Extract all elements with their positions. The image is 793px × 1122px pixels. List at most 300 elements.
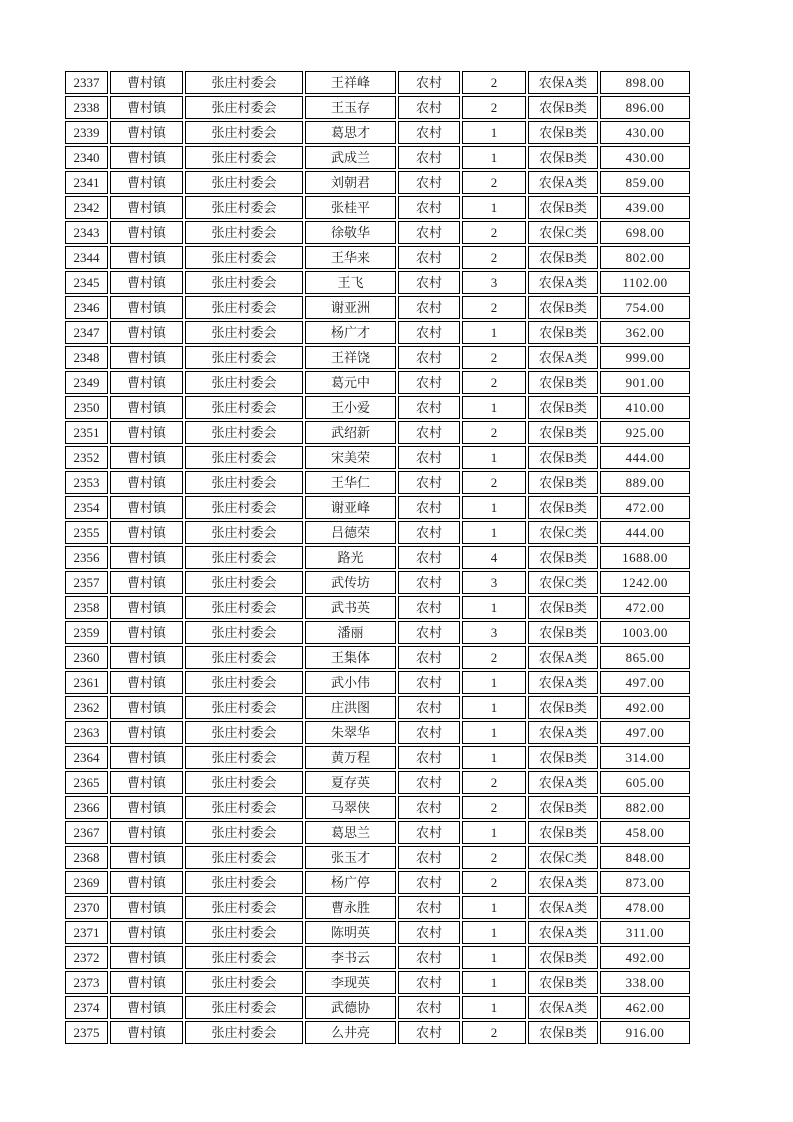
cell-sequence-number: 2361 bbox=[65, 671, 108, 694]
cell-insurance-category: 农保B类 bbox=[528, 696, 598, 719]
cell-sequence-number: 2355 bbox=[65, 521, 108, 544]
cell-village-committee: 张庄村委会 bbox=[185, 271, 303, 294]
cell-amount: 1102.00 bbox=[600, 271, 690, 294]
cell-town: 曹村镇 bbox=[110, 796, 183, 819]
cell-person-count: 1 bbox=[462, 671, 526, 694]
cell-town: 曹村镇 bbox=[110, 896, 183, 919]
cell-village-committee: 张庄村委会 bbox=[185, 1021, 303, 1044]
table-row bbox=[65, 571, 690, 594]
cell-town: 曹村镇 bbox=[110, 121, 183, 144]
cell-sequence-number: 2358 bbox=[65, 596, 108, 619]
cell-insurance-category: 农保C类 bbox=[528, 521, 598, 544]
cell-town: 曹村镇 bbox=[110, 721, 183, 744]
cell-person-count: 1 bbox=[462, 521, 526, 544]
cell-person-name: 葛思才 bbox=[305, 121, 396, 144]
cell-person-name: 王华仁 bbox=[305, 471, 396, 494]
cell-person-count: 2 bbox=[462, 646, 526, 669]
cell-village-committee: 张庄村委会 bbox=[185, 121, 303, 144]
cell-sequence-number: 2359 bbox=[65, 621, 108, 644]
cell-insurance-category: 农保A类 bbox=[528, 71, 598, 94]
table-row bbox=[65, 871, 690, 894]
cell-town: 曹村镇 bbox=[110, 921, 183, 944]
cell-town: 曹村镇 bbox=[110, 646, 183, 669]
cell-village-committee: 张庄村委会 bbox=[185, 571, 303, 594]
cell-amount: 898.00 bbox=[600, 71, 690, 94]
cell-insurance-category: 农保A类 bbox=[528, 871, 598, 894]
cell-town: 曹村镇 bbox=[110, 621, 183, 644]
cell-residence-type: 农村 bbox=[398, 96, 460, 119]
cell-sequence-number: 2352 bbox=[65, 446, 108, 469]
table-row bbox=[65, 196, 690, 219]
cell-amount: 1242.00 bbox=[600, 571, 690, 594]
cell-residence-type: 农村 bbox=[398, 746, 460, 769]
cell-person-name: 宋美荣 bbox=[305, 446, 396, 469]
cell-insurance-category: 农保B类 bbox=[528, 371, 598, 394]
cell-person-count: 1 bbox=[462, 396, 526, 419]
cell-person-count: 1 bbox=[462, 596, 526, 619]
table-row bbox=[65, 146, 690, 169]
cell-amount: 430.00 bbox=[600, 146, 690, 169]
cell-amount: 439.00 bbox=[600, 196, 690, 219]
cell-insurance-category: 农保A类 bbox=[528, 771, 598, 794]
cell-person-count: 2 bbox=[462, 771, 526, 794]
cell-person-count: 2 bbox=[462, 871, 526, 894]
cell-person-name: 王玉存 bbox=[305, 96, 396, 119]
cell-person-name: 潘丽 bbox=[305, 621, 396, 644]
cell-town: 曹村镇 bbox=[110, 946, 183, 969]
cell-town: 曹村镇 bbox=[110, 246, 183, 269]
cell-person-name: 武传坊 bbox=[305, 571, 396, 594]
table-row bbox=[65, 1021, 690, 1044]
table-row bbox=[65, 96, 690, 119]
cell-person-count: 4 bbox=[462, 546, 526, 569]
cell-sequence-number: 2363 bbox=[65, 721, 108, 744]
cell-person-count: 1 bbox=[462, 996, 526, 1019]
cell-residence-type: 农村 bbox=[398, 971, 460, 994]
cell-village-committee: 张庄村委会 bbox=[185, 696, 303, 719]
cell-person-count: 1 bbox=[462, 446, 526, 469]
cell-insurance-category: 农保B类 bbox=[528, 746, 598, 769]
cell-person-count: 1 bbox=[462, 971, 526, 994]
cell-sequence-number: 2374 bbox=[65, 996, 108, 1019]
cell-sequence-number: 2367 bbox=[65, 821, 108, 844]
cell-insurance-category: 农保B类 bbox=[528, 246, 598, 269]
cell-person-name: 谢亚峰 bbox=[305, 496, 396, 519]
cell-insurance-category: 农保C类 bbox=[528, 221, 598, 244]
cell-sequence-number: 2347 bbox=[65, 321, 108, 344]
cell-person-name: 张玉才 bbox=[305, 846, 396, 869]
cell-town: 曹村镇 bbox=[110, 396, 183, 419]
cell-person-count: 2 bbox=[462, 246, 526, 269]
cell-person-name: 陈明英 bbox=[305, 921, 396, 944]
cell-residence-type: 农村 bbox=[398, 821, 460, 844]
cell-person-count: 1 bbox=[462, 196, 526, 219]
cell-person-name: 葛思兰 bbox=[305, 821, 396, 844]
cell-insurance-category: 农保A类 bbox=[528, 721, 598, 744]
cell-town: 曹村镇 bbox=[110, 746, 183, 769]
cell-town: 曹村镇 bbox=[110, 196, 183, 219]
cell-amount: 605.00 bbox=[600, 771, 690, 794]
cell-residence-type: 农村 bbox=[398, 146, 460, 169]
cell-person-count: 2 bbox=[462, 1021, 526, 1044]
cell-sequence-number: 2371 bbox=[65, 921, 108, 944]
cell-amount: 472.00 bbox=[600, 596, 690, 619]
cell-amount: 430.00 bbox=[600, 121, 690, 144]
cell-residence-type: 农村 bbox=[398, 121, 460, 144]
cell-sequence-number: 2356 bbox=[65, 546, 108, 569]
cell-residence-type: 农村 bbox=[398, 296, 460, 319]
cell-town: 曹村镇 bbox=[110, 171, 183, 194]
cell-person-name: 武成兰 bbox=[305, 146, 396, 169]
cell-insurance-category: 农保B类 bbox=[528, 821, 598, 844]
cell-village-committee: 张庄村委会 bbox=[185, 521, 303, 544]
cell-insurance-category: 农保B类 bbox=[528, 321, 598, 344]
cell-person-name: 么井亮 bbox=[305, 1021, 396, 1044]
cell-person-name: 武小伟 bbox=[305, 671, 396, 694]
table-row bbox=[65, 521, 690, 544]
cell-insurance-category: 农保B类 bbox=[528, 621, 598, 644]
cell-amount: 889.00 bbox=[600, 471, 690, 494]
table-row bbox=[65, 471, 690, 494]
cell-person-count: 1 bbox=[462, 821, 526, 844]
table-row bbox=[65, 371, 690, 394]
cell-person-name: 王集体 bbox=[305, 646, 396, 669]
cell-amount: 338.00 bbox=[600, 971, 690, 994]
cell-residence-type: 农村 bbox=[398, 846, 460, 869]
cell-village-committee: 张庄村委会 bbox=[185, 596, 303, 619]
cell-sequence-number: 2368 bbox=[65, 846, 108, 869]
cell-person-count: 1 bbox=[462, 896, 526, 919]
cell-person-count: 2 bbox=[462, 421, 526, 444]
cell-residence-type: 农村 bbox=[398, 171, 460, 194]
cell-person-name: 葛元中 bbox=[305, 371, 396, 394]
cell-town: 曹村镇 bbox=[110, 696, 183, 719]
table-row bbox=[65, 996, 690, 1019]
cell-residence-type: 农村 bbox=[398, 596, 460, 619]
cell-person-name: 朱翠华 bbox=[305, 721, 396, 744]
cell-residence-type: 农村 bbox=[398, 546, 460, 569]
table-row bbox=[65, 346, 690, 369]
cell-insurance-category: 农保B类 bbox=[528, 96, 598, 119]
cell-amount: 859.00 bbox=[600, 171, 690, 194]
cell-sequence-number: 2364 bbox=[65, 746, 108, 769]
cell-amount: 1003.00 bbox=[600, 621, 690, 644]
cell-village-committee: 张庄村委会 bbox=[185, 246, 303, 269]
cell-residence-type: 农村 bbox=[398, 946, 460, 969]
cell-person-count: 1 bbox=[462, 496, 526, 519]
cell-village-committee: 张庄村委会 bbox=[185, 746, 303, 769]
table-row bbox=[65, 921, 690, 944]
cell-amount: 802.00 bbox=[600, 246, 690, 269]
cell-village-committee: 张庄村委会 bbox=[185, 471, 303, 494]
cell-residence-type: 农村 bbox=[398, 396, 460, 419]
cell-insurance-category: 农保B类 bbox=[528, 471, 598, 494]
cell-town: 曹村镇 bbox=[110, 71, 183, 94]
cell-village-committee: 张庄村委会 bbox=[185, 321, 303, 344]
cell-sequence-number: 2343 bbox=[65, 221, 108, 244]
cell-amount: 925.00 bbox=[600, 421, 690, 444]
cell-person-name: 庄洪图 bbox=[305, 696, 396, 719]
cell-residence-type: 农村 bbox=[398, 571, 460, 594]
cell-town: 曹村镇 bbox=[110, 871, 183, 894]
cell-person-name: 王祥峰 bbox=[305, 71, 396, 94]
cell-amount: 478.00 bbox=[600, 896, 690, 919]
cell-person-name: 武德协 bbox=[305, 996, 396, 1019]
cell-person-count: 1 bbox=[462, 321, 526, 344]
cell-insurance-category: 农保A类 bbox=[528, 171, 598, 194]
table-row bbox=[65, 796, 690, 819]
cell-person-name: 王小爱 bbox=[305, 396, 396, 419]
cell-amount: 497.00 bbox=[600, 721, 690, 744]
cell-residence-type: 农村 bbox=[398, 921, 460, 944]
cell-residence-type: 农村 bbox=[398, 321, 460, 344]
cell-person-count: 2 bbox=[462, 371, 526, 394]
cell-village-committee: 张庄村委会 bbox=[185, 421, 303, 444]
cell-insurance-category: 农保A类 bbox=[528, 996, 598, 1019]
cell-person-count: 2 bbox=[462, 96, 526, 119]
table-row bbox=[65, 546, 690, 569]
cell-insurance-category: 农保B类 bbox=[528, 796, 598, 819]
cell-amount: 472.00 bbox=[600, 496, 690, 519]
cell-person-count: 2 bbox=[462, 796, 526, 819]
cell-town: 曹村镇 bbox=[110, 146, 183, 169]
cell-town: 曹村镇 bbox=[110, 271, 183, 294]
cell-amount: 754.00 bbox=[600, 296, 690, 319]
cell-person-name: 张桂平 bbox=[305, 196, 396, 219]
cell-town: 曹村镇 bbox=[110, 471, 183, 494]
cell-town: 曹村镇 bbox=[110, 96, 183, 119]
cell-sequence-number: 2346 bbox=[65, 296, 108, 319]
cell-residence-type: 农村 bbox=[398, 196, 460, 219]
cell-person-name: 黄万程 bbox=[305, 746, 396, 769]
cell-insurance-category: 农保B类 bbox=[528, 496, 598, 519]
cell-insurance-category: 农保B类 bbox=[528, 121, 598, 144]
cell-insurance-category: 农保B类 bbox=[528, 971, 598, 994]
cell-village-committee: 张庄村委会 bbox=[185, 946, 303, 969]
cell-person-count: 2 bbox=[462, 846, 526, 869]
cell-residence-type: 农村 bbox=[398, 621, 460, 644]
cell-amount: 848.00 bbox=[600, 846, 690, 869]
cell-amount: 882.00 bbox=[600, 796, 690, 819]
cell-village-committee: 张庄村委会 bbox=[185, 546, 303, 569]
cell-town: 曹村镇 bbox=[110, 221, 183, 244]
table-row bbox=[65, 946, 690, 969]
table-row bbox=[65, 971, 690, 994]
cell-sequence-number: 2375 bbox=[65, 1021, 108, 1044]
cell-village-committee: 张庄村委会 bbox=[185, 896, 303, 919]
cell-insurance-category: 农保B类 bbox=[528, 546, 598, 569]
cell-town: 曹村镇 bbox=[110, 846, 183, 869]
cell-sequence-number: 2366 bbox=[65, 796, 108, 819]
table-row bbox=[65, 321, 690, 344]
cell-town: 曹村镇 bbox=[110, 371, 183, 394]
cell-sequence-number: 2360 bbox=[65, 646, 108, 669]
cell-town: 曹村镇 bbox=[110, 821, 183, 844]
cell-amount: 999.00 bbox=[600, 346, 690, 369]
cell-amount: 444.00 bbox=[600, 446, 690, 469]
table-row bbox=[65, 696, 690, 719]
cell-town: 曹村镇 bbox=[110, 1021, 183, 1044]
cell-insurance-category: 农保B类 bbox=[528, 421, 598, 444]
cell-village-committee: 张庄村委会 bbox=[185, 96, 303, 119]
cell-town: 曹村镇 bbox=[110, 971, 183, 994]
cell-person-name: 武绍新 bbox=[305, 421, 396, 444]
cell-person-name: 王华来 bbox=[305, 246, 396, 269]
cell-insurance-category: 农保A类 bbox=[528, 646, 598, 669]
cell-person-count: 2 bbox=[462, 296, 526, 319]
cell-amount: 865.00 bbox=[600, 646, 690, 669]
cell-amount: 916.00 bbox=[600, 1021, 690, 1044]
cell-person-name: 夏存英 bbox=[305, 771, 396, 794]
cell-village-committee: 张庄村委会 bbox=[185, 771, 303, 794]
cell-insurance-category: 农保A类 bbox=[528, 921, 598, 944]
cell-sequence-number: 2341 bbox=[65, 171, 108, 194]
cell-village-committee: 张庄村委会 bbox=[185, 196, 303, 219]
cell-insurance-category: 农保B类 bbox=[528, 946, 598, 969]
table-row bbox=[65, 396, 690, 419]
cell-residence-type: 农村 bbox=[398, 996, 460, 1019]
cell-village-committee: 张庄村委会 bbox=[185, 496, 303, 519]
cell-sequence-number: 2370 bbox=[65, 896, 108, 919]
cell-person-count: 2 bbox=[462, 346, 526, 369]
cell-person-count: 1 bbox=[462, 746, 526, 769]
cell-village-committee: 张庄村委会 bbox=[185, 71, 303, 94]
cell-residence-type: 农村 bbox=[398, 521, 460, 544]
cell-town: 曹村镇 bbox=[110, 496, 183, 519]
cell-amount: 462.00 bbox=[600, 996, 690, 1019]
cell-residence-type: 农村 bbox=[398, 1021, 460, 1044]
cell-insurance-category: 农保B类 bbox=[528, 146, 598, 169]
cell-town: 曹村镇 bbox=[110, 671, 183, 694]
cell-insurance-category: 农保B类 bbox=[528, 296, 598, 319]
cell-person-name: 王飞 bbox=[305, 271, 396, 294]
cell-village-committee: 张庄村委会 bbox=[185, 446, 303, 469]
cell-person-count: 3 bbox=[462, 571, 526, 594]
cell-sequence-number: 2357 bbox=[65, 571, 108, 594]
cell-person-count: 1 bbox=[462, 146, 526, 169]
cell-person-count: 3 bbox=[462, 271, 526, 294]
cell-person-name: 马翠侠 bbox=[305, 796, 396, 819]
cell-village-committee: 张庄村委会 bbox=[185, 671, 303, 694]
table-row bbox=[65, 821, 690, 844]
cell-residence-type: 农村 bbox=[398, 771, 460, 794]
table-body bbox=[65, 71, 690, 1044]
cell-amount: 362.00 bbox=[600, 321, 690, 344]
cell-person-name: 徐敬华 bbox=[305, 221, 396, 244]
cell-insurance-category: 农保C类 bbox=[528, 846, 598, 869]
cell-person-count: 1 bbox=[462, 921, 526, 944]
cell-person-count: 2 bbox=[462, 221, 526, 244]
cell-village-committee: 张庄村委会 bbox=[185, 371, 303, 394]
cell-residence-type: 农村 bbox=[398, 496, 460, 519]
cell-person-count: 2 bbox=[462, 471, 526, 494]
cell-village-committee: 张庄村委会 bbox=[185, 971, 303, 994]
cell-sequence-number: 2362 bbox=[65, 696, 108, 719]
cell-village-committee: 张庄村委会 bbox=[185, 821, 303, 844]
cell-person-name: 谢亚洲 bbox=[305, 296, 396, 319]
cell-person-count: 1 bbox=[462, 721, 526, 744]
cell-person-name: 曹永胜 bbox=[305, 896, 396, 919]
table-row bbox=[65, 596, 690, 619]
cell-town: 曹村镇 bbox=[110, 996, 183, 1019]
table-row bbox=[65, 746, 690, 769]
cell-amount: 444.00 bbox=[600, 521, 690, 544]
cell-village-committee: 张庄村委会 bbox=[185, 296, 303, 319]
cell-residence-type: 农村 bbox=[398, 471, 460, 494]
table-row bbox=[65, 71, 690, 94]
table-row bbox=[65, 646, 690, 669]
cell-person-count: 2 bbox=[462, 71, 526, 94]
cell-town: 曹村镇 bbox=[110, 321, 183, 344]
cell-residence-type: 农村 bbox=[398, 721, 460, 744]
cell-residence-type: 农村 bbox=[398, 896, 460, 919]
cell-village-committee: 张庄村委会 bbox=[185, 846, 303, 869]
cell-person-count: 2 bbox=[462, 171, 526, 194]
cell-person-name: 杨广才 bbox=[305, 321, 396, 344]
cell-amount: 311.00 bbox=[600, 921, 690, 944]
cell-amount: 873.00 bbox=[600, 871, 690, 894]
cell-village-committee: 张庄村委会 bbox=[185, 646, 303, 669]
table-row bbox=[65, 171, 690, 194]
cell-sequence-number: 2350 bbox=[65, 396, 108, 419]
cell-residence-type: 农村 bbox=[398, 421, 460, 444]
cell-village-committee: 张庄村委会 bbox=[185, 871, 303, 894]
cell-residence-type: 农村 bbox=[398, 71, 460, 94]
table-row bbox=[65, 896, 690, 919]
cell-village-committee: 张庄村委会 bbox=[185, 621, 303, 644]
cell-sequence-number: 2349 bbox=[65, 371, 108, 394]
table-row bbox=[65, 621, 690, 644]
cell-town: 曹村镇 bbox=[110, 571, 183, 594]
table-row bbox=[65, 846, 690, 869]
cell-person-name: 杨广停 bbox=[305, 871, 396, 894]
table-row bbox=[65, 271, 690, 294]
benefits-table bbox=[63, 69, 692, 1046]
table-row bbox=[65, 671, 690, 694]
cell-residence-type: 农村 bbox=[398, 446, 460, 469]
cell-insurance-category: 农保B类 bbox=[528, 396, 598, 419]
cell-village-committee: 张庄村委会 bbox=[185, 146, 303, 169]
cell-person-count: 1 bbox=[462, 696, 526, 719]
cell-sequence-number: 2373 bbox=[65, 971, 108, 994]
table-row bbox=[65, 721, 690, 744]
cell-insurance-category: 农保A类 bbox=[528, 346, 598, 369]
cell-residence-type: 农村 bbox=[398, 696, 460, 719]
cell-sequence-number: 2344 bbox=[65, 246, 108, 269]
cell-residence-type: 农村 bbox=[398, 246, 460, 269]
cell-person-name: 武书英 bbox=[305, 596, 396, 619]
cell-person-name: 吕德荣 bbox=[305, 521, 396, 544]
cell-insurance-category: 农保B类 bbox=[528, 596, 598, 619]
cell-sequence-number: 2351 bbox=[65, 421, 108, 444]
cell-village-committee: 张庄村委会 bbox=[185, 346, 303, 369]
cell-residence-type: 农村 bbox=[398, 371, 460, 394]
cell-residence-type: 农村 bbox=[398, 271, 460, 294]
cell-town: 曹村镇 bbox=[110, 446, 183, 469]
cell-person-count: 1 bbox=[462, 121, 526, 144]
cell-town: 曹村镇 bbox=[110, 296, 183, 319]
table-row bbox=[65, 446, 690, 469]
cell-town: 曹村镇 bbox=[110, 596, 183, 619]
cell-village-committee: 张庄村委会 bbox=[185, 921, 303, 944]
cell-town: 曹村镇 bbox=[110, 521, 183, 544]
cell-village-committee: 张庄村委会 bbox=[185, 171, 303, 194]
table-row bbox=[65, 296, 690, 319]
cell-sequence-number: 2339 bbox=[65, 121, 108, 144]
cell-sequence-number: 2348 bbox=[65, 346, 108, 369]
cell-town: 曹村镇 bbox=[110, 421, 183, 444]
cell-person-count: 1 bbox=[462, 946, 526, 969]
